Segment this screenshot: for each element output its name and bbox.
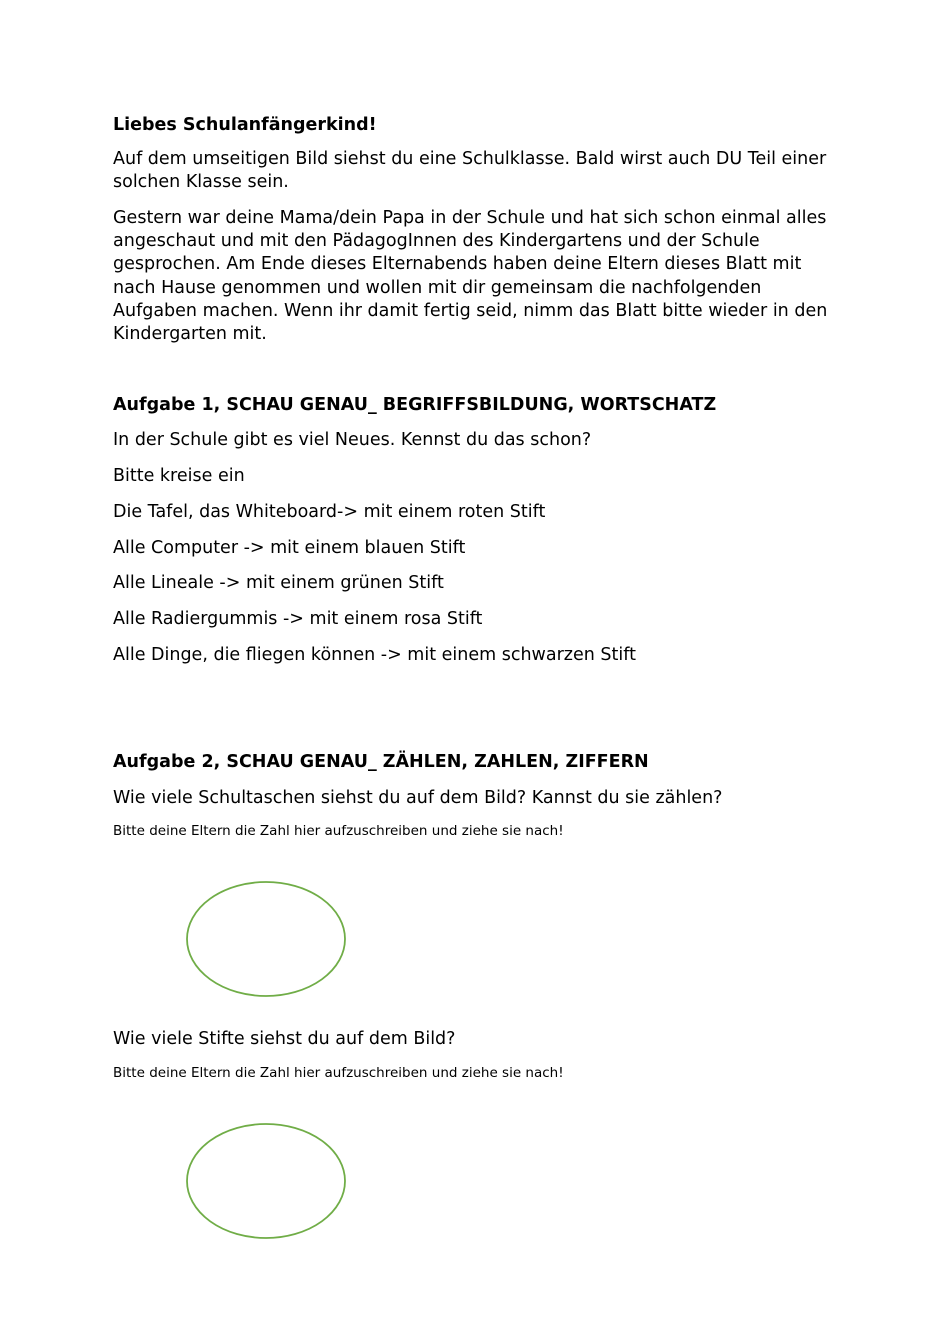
parents-note-line: Aufgaben machen. Wenn ihr damit fertig seid, nimm das Blatt bitte wieder in den (113, 300, 828, 321)
intro-line: solchen Klasse sein. (113, 172, 289, 193)
task1-heading: Aufgabe 1, SCHAU GENAU_ BEGRIFFSBILDUNG, WORTSCHATZ (113, 395, 717, 415)
greeting: Liebes Schulanfängerkind! (113, 115, 377, 135)
parents-note-line: angeschaut und mit den PädagogInnen des Kindergartens und der Schule (113, 231, 760, 252)
task1-item: Die Tafel, das Whiteboard-> mit einem roten Stift (113, 502, 546, 522)
task1-item: Alle Lineale -> mit einem grünen Stift (113, 573, 444, 593)
task2-note-bags: Bitte deine Eltern die Zahl hier aufzuschreiben und ziehe sie nach! (113, 823, 564, 839)
task2-note-pens: Bitte deine Eltern die Zahl hier aufzuschreiben und ziehe sie nach! (113, 1065, 564, 1081)
task2-question-pens: Wie viele Stifte siehst du auf dem Bild? (113, 1029, 456, 1049)
parents-note-paragraph (113, 207, 853, 346)
task1-item: Alle Radiergummis -> mit einem rosa Stift (113, 609, 483, 629)
intro-line: Auf dem umseitigen Bild siehst du eine Schulklasse. Bald wirst auch DU Teil einer (113, 149, 827, 169)
parents-note-line: Gestern war deine Mama/dein Papa in der Schule und hat sich schon einmal alles (113, 208, 827, 228)
answer-oval-bags[interactable] (186, 881, 346, 997)
task1-instruction: Bitte kreise ein (113, 466, 245, 486)
task2-heading: Aufgabe 2, SCHAU GENAU_ ZÄHLEN, ZAHLEN, ZIFFERN (113, 752, 649, 772)
oval-outline (187, 882, 345, 996)
task1-item: Alle Computer -> mit einem blauen Stift (113, 538, 466, 558)
task2-question-bags: Wie viele Schultaschen siehst du auf dem Bild? Kannst du sie zählen? (113, 788, 723, 808)
parents-note-line: gesprochen. Am Ende dieses Elternabends haben deine Eltern dieses Blatt mit (113, 254, 802, 275)
task1-question: In der Schule gibt es viel Neues. Kennst du das schon? (113, 430, 592, 450)
intro-paragraph (113, 148, 853, 194)
answer-oval-pens[interactable] (186, 1123, 346, 1239)
oval-outline (187, 1124, 345, 1238)
parents-note-line: Kindergarten mit. (113, 324, 267, 345)
parents-note-line: nach Hause genommen und wollen mit dir gemeinsam die nachfolgenden (113, 277, 762, 298)
task1-item: Alle Dinge, die fliegen können -> mit einem schwarzen Stift (113, 645, 636, 665)
